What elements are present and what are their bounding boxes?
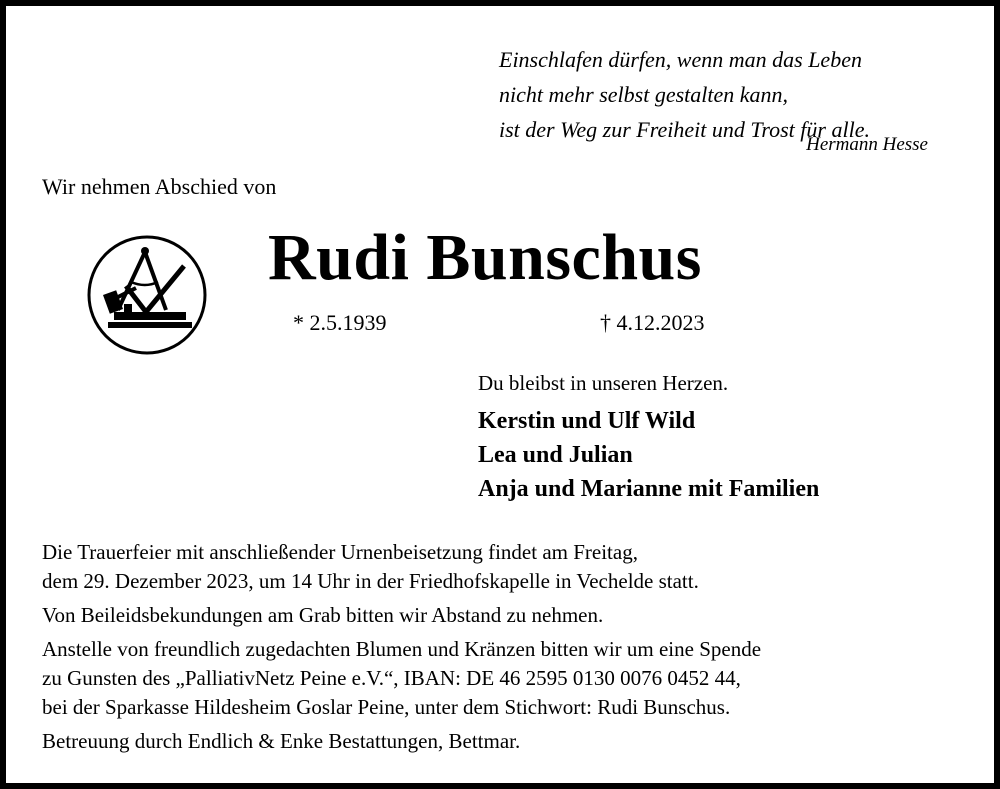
hesse-quote [499,42,870,147]
mourner-entry: Anja und Marianne mit Familien [478,476,820,502]
ceremony-line: dem 29. Dezember 2023, um 14 Uhr in der Friedhofskapelle in Vechelde statt. [42,569,699,593]
quote-line: nicht mehr selbst gestalten kann, [499,82,789,107]
donation-line: bei der Sparkasse Hildesheim Goslar Peine, unter dem Stichwort: Rudi Bunschus. [42,695,731,719]
carpenter-emblem-icon [86,234,208,356]
mourner-entry: Lea und Julian [478,442,633,468]
donation-line: zu Gunsten des „PalliativNetz Peine e.V.“, IBAN: DE 46 2595 0130 0076 0452 44, [42,666,741,690]
undertaker-paragraph: Betreuung durch Endlich & Enke Bestattungen, Bettmar. [42,729,521,753]
memory-line: Du bleibst in unseren Herzen. [478,371,729,395]
donation-paragraph [42,635,972,722]
condolence-paragraph: Von Beileidsbekundungen am Grab bitten wir Abstand zu nehmen. [42,603,604,627]
deceased-name: Rudi Bunschus [268,221,702,294]
ceremony-line: Die Trauerfeier mit anschließender Urnenbeisetzung findet am Freitag, [42,540,638,564]
quote-line: Einschlafen dürfen, wenn man das Leben [499,47,862,72]
birth-date: * 2.5.1939 [293,310,387,335]
mourner-entry: Kerstin und Ulf Wild [478,408,696,434]
quote-author: Hermann Hesse [806,134,928,155]
farewell-intro: Wir nehmen Abschied von [42,174,277,199]
funeral-details [42,538,972,761]
donation-line: Anstelle von freundlich zugedachten Blumen und Kränzen bitten wir um eine Spende [42,637,762,661]
death-date: † 4.12.2023 [600,310,705,335]
mourners-list [478,404,819,506]
quote-line: ist der Weg zur Freiheit und Trost für alle. [499,117,870,142]
ceremony-paragraph [42,538,972,596]
